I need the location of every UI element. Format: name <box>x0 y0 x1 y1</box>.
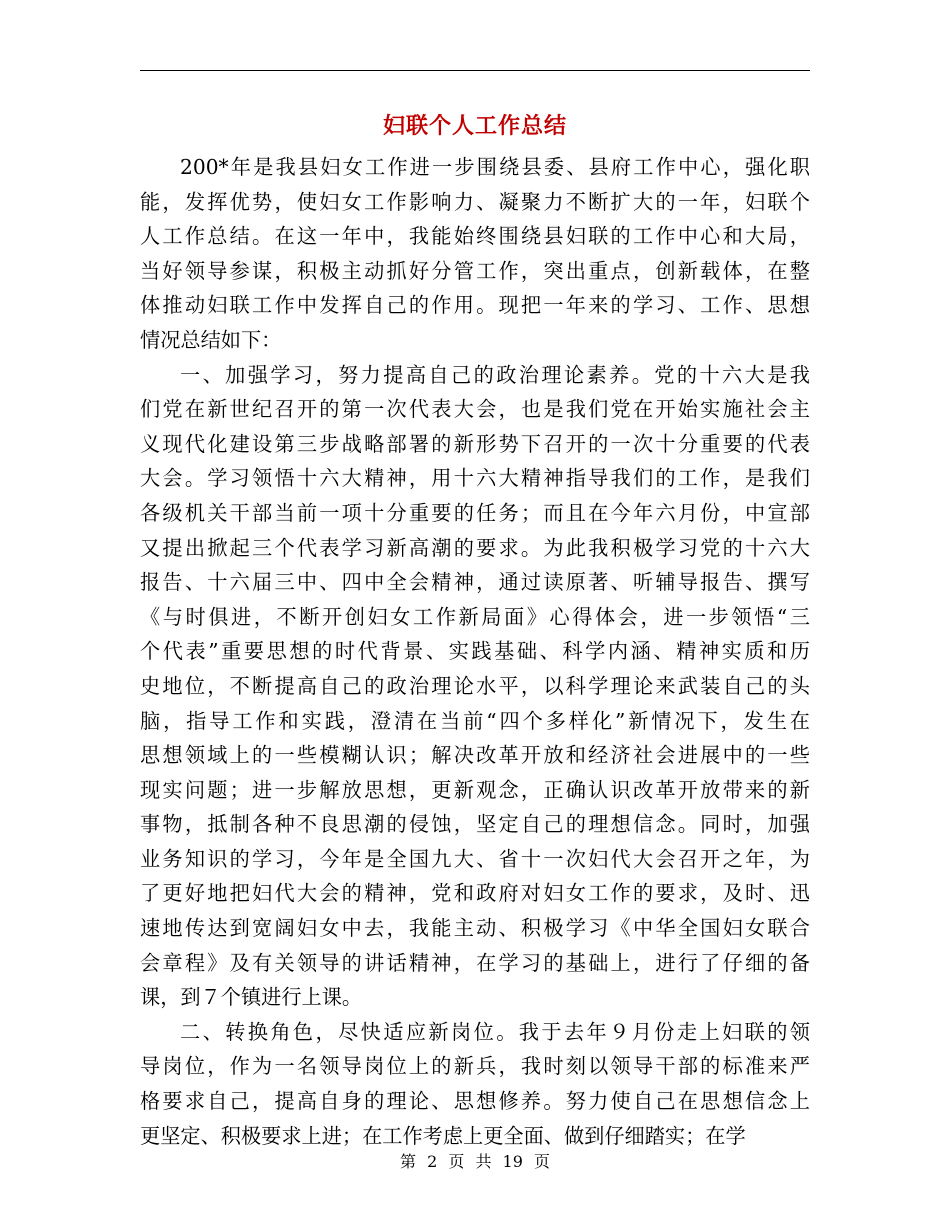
text-line: 人工作总结。在这一年中，我能始终围绕县妇联的工作中心和大局， <box>140 224 810 249</box>
text-line: 课，到７个镇进行上课。 <box>140 985 363 1010</box>
text-line: 脑，指导工作和实践，澄清在当前“四个多样化”新情况下，发生在 <box>140 708 810 733</box>
text-line: 事物，抵制各种不良思潮的侵蚀，坚定自己的理想信念。同时，加强 <box>140 812 810 837</box>
text-line: 思想领域上的一些模糊认识；解决改革开放和经济社会进展中的一些 <box>140 743 810 768</box>
paragraph <box>140 1015 810 1153</box>
text-line: 大会。学习领悟十六大精神，用十六大精神指导我们的工作，是我们 <box>140 466 810 491</box>
text-line: 《与时俱进，不断开创妇女工作新局面》心得体会，进一步领悟“三 <box>140 604 810 629</box>
text-line: 二、转换角色，尽快适应新岗位。我于去年９月份走上妇联的领 <box>180 1019 810 1044</box>
text-line: 速地传达到宽阔妇女中去，我能主动、积极学习《中华全国妇女联合 <box>140 916 810 941</box>
text-line: 当好领导参谋，积极主动抓好分管工作，突出重点，创新载体，在整 <box>140 258 810 283</box>
text-line: 报告、十六届三中、四中全会精神，通过读原著、听辅导报告、撰写 <box>140 570 810 595</box>
text-line: 现实问题；进一步解放思想，更新观念，正确认识改革开放带来的新 <box>140 777 810 802</box>
text-line: 格要求自己，提高自身的理论、思想修养。努力使自己在思想信念上 <box>140 1089 810 1114</box>
document-body <box>140 150 810 1153</box>
paragraph <box>140 150 810 358</box>
text-line: 更坚定、积极要求上进；在工作考虑上更全面、做到仔细踏实；在学 <box>140 1123 746 1148</box>
text-line: 业务知识的学习，今年是全国九大、省十一次妇代大会召开之年，为 <box>140 846 810 871</box>
page-footer: 第 2 页 共 19 页 <box>400 1152 550 1171</box>
document-title: 妇联个人工作总结 <box>382 113 567 139</box>
text-line: 个代表”重要思想的时代背景、实践基础、科学内涵、精神实质和历 <box>140 639 810 664</box>
text-line: 又提出掀起三个代表学习新高潮的要求。为此我积极学习党的十六大 <box>140 535 810 560</box>
text-line: 们党在新世纪召开的第一次代表大会，也是我们党在开始实施社会主 <box>140 397 810 422</box>
text-line: 200*年是我县妇女工作进一步围绕县委、县府工作中心，强化职 <box>180 155 810 179</box>
paragraph <box>140 358 810 1015</box>
text-line: 义现代化建设第三步战略部署的新形势下召开的一次十分重要的代表 <box>140 431 810 456</box>
text-line: 导岗位，作为一名领导岗位上的新兵，我时刻以领导干部的标准来严 <box>140 1054 810 1079</box>
text-line: 一、加强学习，努力提高自己的政治理论素养。党的十六大是我 <box>180 362 810 387</box>
text-line: 体推动妇联工作中发挥自己的作用。现把一年来的学习、工作、思想 <box>140 293 810 318</box>
text-line: 史地位，不断提高自己的政治理论水平，以科学理论来武装自己的头 <box>140 673 810 698</box>
text-line: 能，发挥优势，使妇女工作影响力、凝聚力不断扩大的一年，妇联个 <box>140 189 810 214</box>
text-line: 会章程》及有关领导的讲话精神，在学习的基础上，进行了仔细的备 <box>140 950 810 975</box>
text-line: 情况总结如下： <box>140 327 282 352</box>
text-line: 了更好地把妇代大会的精神，党和政府对妇女工作的要求，及时、迅 <box>140 881 810 906</box>
header-rule <box>140 70 810 71</box>
text-line: 各级机关干部当前一项十分重要的任务；而且在今年六月份，中宣部 <box>140 500 810 525</box>
